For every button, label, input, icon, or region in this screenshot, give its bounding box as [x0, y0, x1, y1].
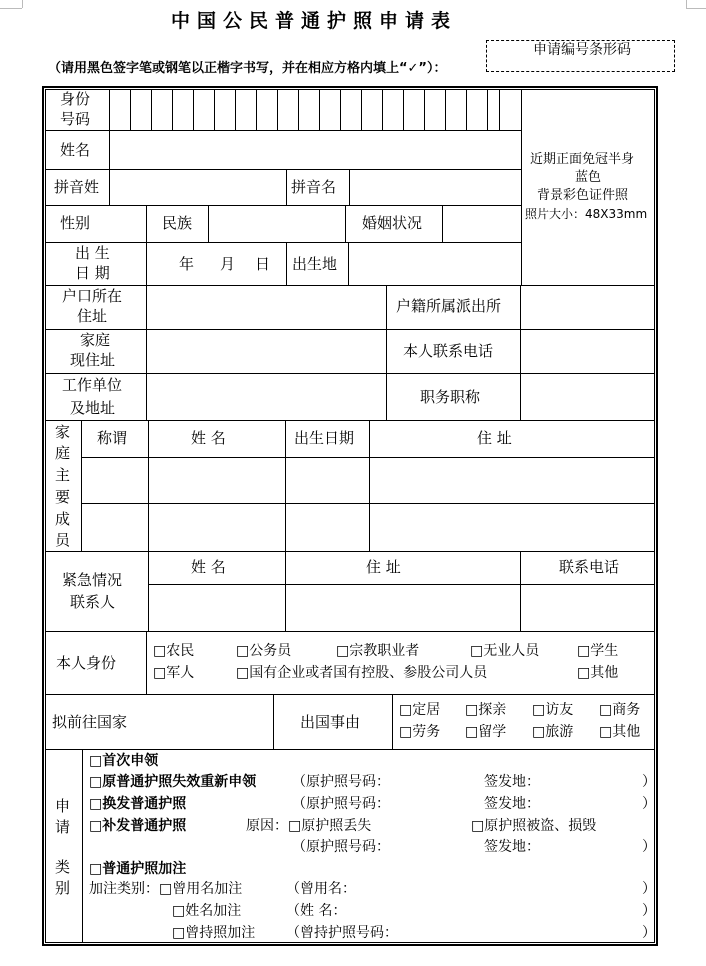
apply-reapply-option[interactable]: □原普通护照失效重新申领 [89, 774, 257, 790]
family-side-label: 家 [55, 423, 71, 441]
old-passport-no-label: （原护照号码： [292, 796, 390, 812]
photo-note: 照片大小：48X33mm [525, 207, 648, 221]
form-title: 中国公民普通护照申请表 [171, 10, 458, 32]
phone-input[interactable] [521, 330, 655, 373]
family-row[interactable] [82, 458, 655, 503]
identity-label: 本人身份 [56, 654, 117, 672]
apply-side-label: 类 [55, 858, 71, 876]
endorse-name-option[interactable]: □姓名加注 [172, 903, 242, 919]
pinyin-surname-label: 拼音姓 [54, 178, 100, 196]
emergency-contact-row[interactable] [149, 585, 655, 631]
family-row[interactable] [82, 504, 655, 551]
identity-option-farmer[interactable]: □农民 [153, 643, 195, 659]
emergency-label: 联系人 [70, 593, 116, 611]
prev-passport-no-label: （曾持护照号码： [286, 925, 398, 941]
day-label: 日 [255, 255, 271, 273]
purpose-option-settle[interactable]: □定居 [399, 702, 441, 718]
purpose-option-visit-friends[interactable]: □访友 [532, 702, 574, 718]
family-col-header: 姓 名 [191, 429, 226, 447]
apply-reissue-option[interactable]: □补发普通护照 [89, 818, 187, 834]
used-name-label: （曾用名： [286, 881, 356, 897]
identity-option-unemployed[interactable]: □无业人员 [470, 643, 540, 659]
ethnicity-label: 民族 [162, 214, 193, 232]
family-col-header: 出生日期 [294, 429, 355, 447]
paren-close: ） [642, 774, 656, 790]
pinyin-given-input[interactable] [350, 170, 521, 205]
issued-place-label: 签发地： [484, 839, 540, 855]
paren-close: ） [642, 881, 656, 897]
family-side-label: 庭 [55, 444, 71, 462]
destination-label: 拟前往国家 [52, 713, 128, 731]
barcode-label: 申请编号条形码 [533, 42, 631, 58]
purpose-label: 出国事由 [300, 713, 361, 731]
family-side-label: 主 [55, 466, 71, 484]
issued-place-label: 签发地： [484, 796, 540, 812]
apply-renew-option[interactable]: □换发普通护照 [89, 796, 187, 812]
name-label: 姓名 [60, 141, 91, 159]
apply-endorse-option[interactable]: □普通护照加注 [89, 861, 187, 877]
paren-close: ） [642, 903, 656, 919]
job-title-label: 职务职称 [420, 388, 481, 406]
purpose-option-labor[interactable]: □劳务 [399, 724, 441, 740]
gender-input[interactable] [110, 206, 146, 242]
purpose-option-other[interactable]: □其他 [599, 724, 641, 740]
pinyin-given-label: 拼音名 [291, 178, 337, 196]
family-col-header: 住 址 [477, 429, 512, 447]
year-label: 年 [179, 255, 195, 273]
work-label: 工作单位 [62, 376, 123, 394]
photo-note: 背景彩色证件照 [537, 188, 629, 203]
issued-place-label: 签发地： [484, 774, 540, 790]
crop-mark [686, 8, 706, 9]
police-station-label: 户籍所属派出所 [396, 297, 502, 315]
identity-option-civil-servant[interactable]: □公务员 [236, 643, 292, 659]
paren-close: ） [642, 796, 656, 812]
emergency-label: 紧急情况 [62, 571, 123, 589]
home-address-label: 家庭 [80, 331, 111, 349]
old-passport-no-label: （原护照号码： [292, 839, 390, 855]
endorse-prev-passport-option[interactable]: □曾持照加注 [172, 925, 256, 941]
dob-label: 日 期 [75, 264, 110, 282]
family-side-label: 成 [55, 510, 71, 528]
apply-first-option[interactable]: □首次申领 [89, 753, 159, 769]
ethnicity-input[interactable] [209, 206, 345, 242]
work-label: 及地址 [70, 399, 116, 417]
identity-option-military[interactable]: □军人 [153, 665, 195, 681]
birthplace-input[interactable] [349, 243, 521, 285]
endorse-used-name-option[interactable]: 加注类别：□曾用名加注 [89, 881, 243, 897]
paren-close: ） [642, 925, 656, 941]
identity-option-student[interactable]: □学生 [577, 643, 619, 659]
reason-stolen-option[interactable]: □原护照被盗、损毁 [471, 818, 597, 834]
crop-mark [686, 0, 687, 8]
marital-label: 婚姻状况 [362, 214, 423, 232]
apply-side-label: 申 [55, 797, 71, 815]
family-side-label: 员 [55, 531, 71, 549]
police-station-input[interactable] [521, 286, 655, 329]
destination-input[interactable] [147, 695, 273, 749]
name-label: （姓 名： [286, 903, 347, 919]
purpose-option-tourism[interactable]: □旅游 [532, 724, 574, 740]
identity-option-soe[interactable]: □国有企业或者国有控股、参股公司人员 [236, 665, 488, 681]
id-label: 身份 [60, 90, 91, 108]
home-address-input[interactable] [147, 330, 386, 373]
gender-label: 性别 [60, 214, 91, 232]
paren-close: ） [642, 839, 656, 855]
hukou-input[interactable] [147, 286, 386, 329]
job-title-input[interactable] [521, 374, 655, 420]
crop-mark [22, 0, 23, 8]
pinyin-surname-input[interactable] [110, 170, 286, 205]
marital-input[interactable] [443, 206, 521, 242]
photo-area[interactable] [522, 90, 655, 285]
instruction-text: （请用黑色签字笔或钢笔以正楷字书写，并在相应方格内填上“✓”）： [48, 61, 447, 76]
hukou-label: 住址 [77, 307, 108, 325]
photo-note: 蓝色 [575, 170, 602, 185]
phone-label: 本人联系电话 [403, 342, 494, 360]
dob-label: 出 生 [75, 244, 110, 262]
purpose-option-visit-family[interactable]: □探亲 [465, 702, 507, 718]
family-col-header: 称谓 [97, 429, 128, 447]
dob-input[interactable] [147, 243, 286, 285]
emergency-col-header: 住 址 [366, 558, 401, 576]
hukou-label: 户口所在 [62, 287, 123, 305]
old-passport-no-label: （原护照号码： [292, 774, 390, 790]
apply-side-label: 请 [55, 818, 71, 836]
birthplace-label: 出生地 [292, 255, 338, 273]
id-label: 号码 [60, 110, 91, 128]
identity-option-other[interactable]: □其他 [577, 665, 619, 681]
crop-mark [0, 8, 22, 9]
identity-option-religious[interactable]: □宗教职业者 [336, 643, 420, 659]
purpose-option-business[interactable]: □商务 [599, 702, 641, 718]
photo-note: 近期正面免冠半身 [530, 152, 635, 167]
work-input[interactable] [147, 374, 386, 420]
apply-side-label: 别 [55, 879, 71, 897]
month-label: 月 [220, 255, 236, 273]
home-address-label: 现住址 [70, 351, 116, 369]
name-input[interactable] [110, 131, 521, 169]
purpose-option-study[interactable]: □留学 [465, 724, 507, 740]
id-number-input[interactable] [110, 90, 521, 130]
emergency-col-header: 姓 名 [191, 558, 226, 576]
reason-lost-option[interactable]: 原因：□原护照丢失 [246, 818, 372, 834]
emergency-col-header: 联系电话 [559, 558, 620, 576]
family-side-label: 要 [55, 488, 71, 506]
